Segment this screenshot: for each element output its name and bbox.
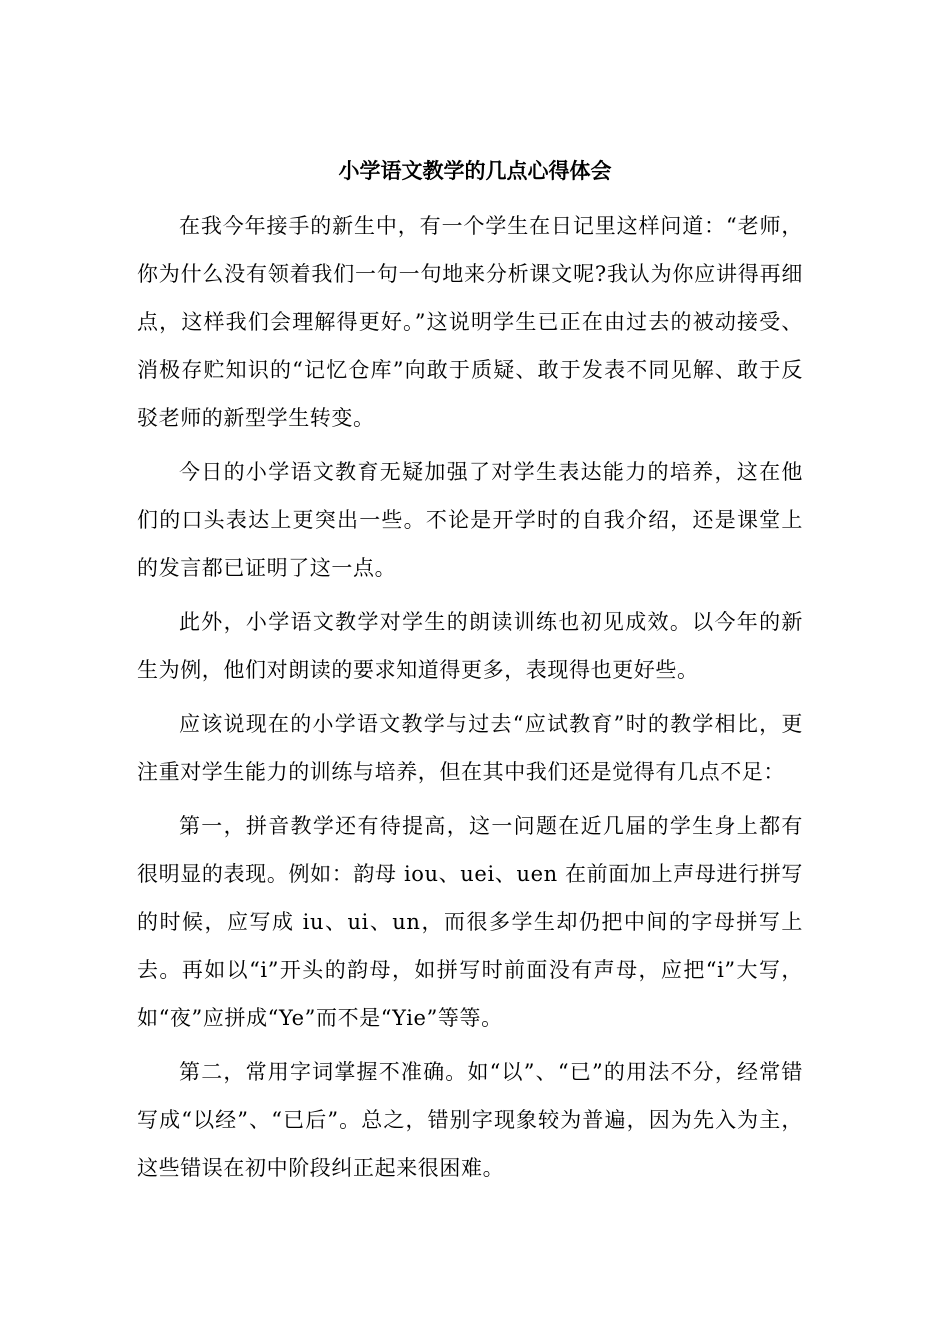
document-title: 小学语文教学的几点心得体会 [338, 158, 612, 183]
paragraph-5: 第一，拼音教学还有待提高，这一问题在近几届的学生身上都有很明显的表现。例如：韵母 iou、uei、uen 在前面加上声母进行拼写的时候，应写成 iu、ui、un，而很多学生却仍把中间的字母拼写上去。再如以“i”开头的韵母，如拼写时前面没有声母，应把“i”大写，如“夜”应拼成“Ye”而不是“Yie”等等。 [137, 814, 803, 1030]
paragraph-4: 应该说现在的小学语文教学与过去“应试教育”时的教学相比，更注重对学生能力的训练与培养，但在其中我们还是觉得有几点不足： [137, 712, 803, 784]
paragraph-3: 此外，小学语文教学对学生的朗读训练也初见成效。以今年的新生为例，他们对朗读的要求知道得更多，表现得也更好些。 [137, 610, 803, 682]
paragraph-6: 第二，常用字词掌握不准确。如“以”、“已”的用法不分，经常错写成“以经”、“已后”。总之，错别字现象较为普遍，因为先入为主，这些错误在初中阶段纠正起来很困难。 [137, 1060, 803, 1180]
paragraph-1: 在我今年接手的新生中，有一个学生在日记里这样问道：“老师，你为什么没有领着我们一句一句地来分析课文呢?我认为你应讲得再细点，这样我们会理解得更好。”这说明学生已正在由过去的被动接受、消极存贮知识的“记忆仓库”向敢于质疑、敢于发表不同见解、敢于反驳老师的新型学生转变。 [137, 214, 803, 430]
paragraph-2: 今日的小学语文教育无疑加强了对学生表达能力的培养，这在他们的口头表达上更突出一些。不论是开学时的自我介绍，还是课堂上的发言都已证明了这一点。 [137, 460, 803, 580]
document-body [137, 202, 803, 1218]
